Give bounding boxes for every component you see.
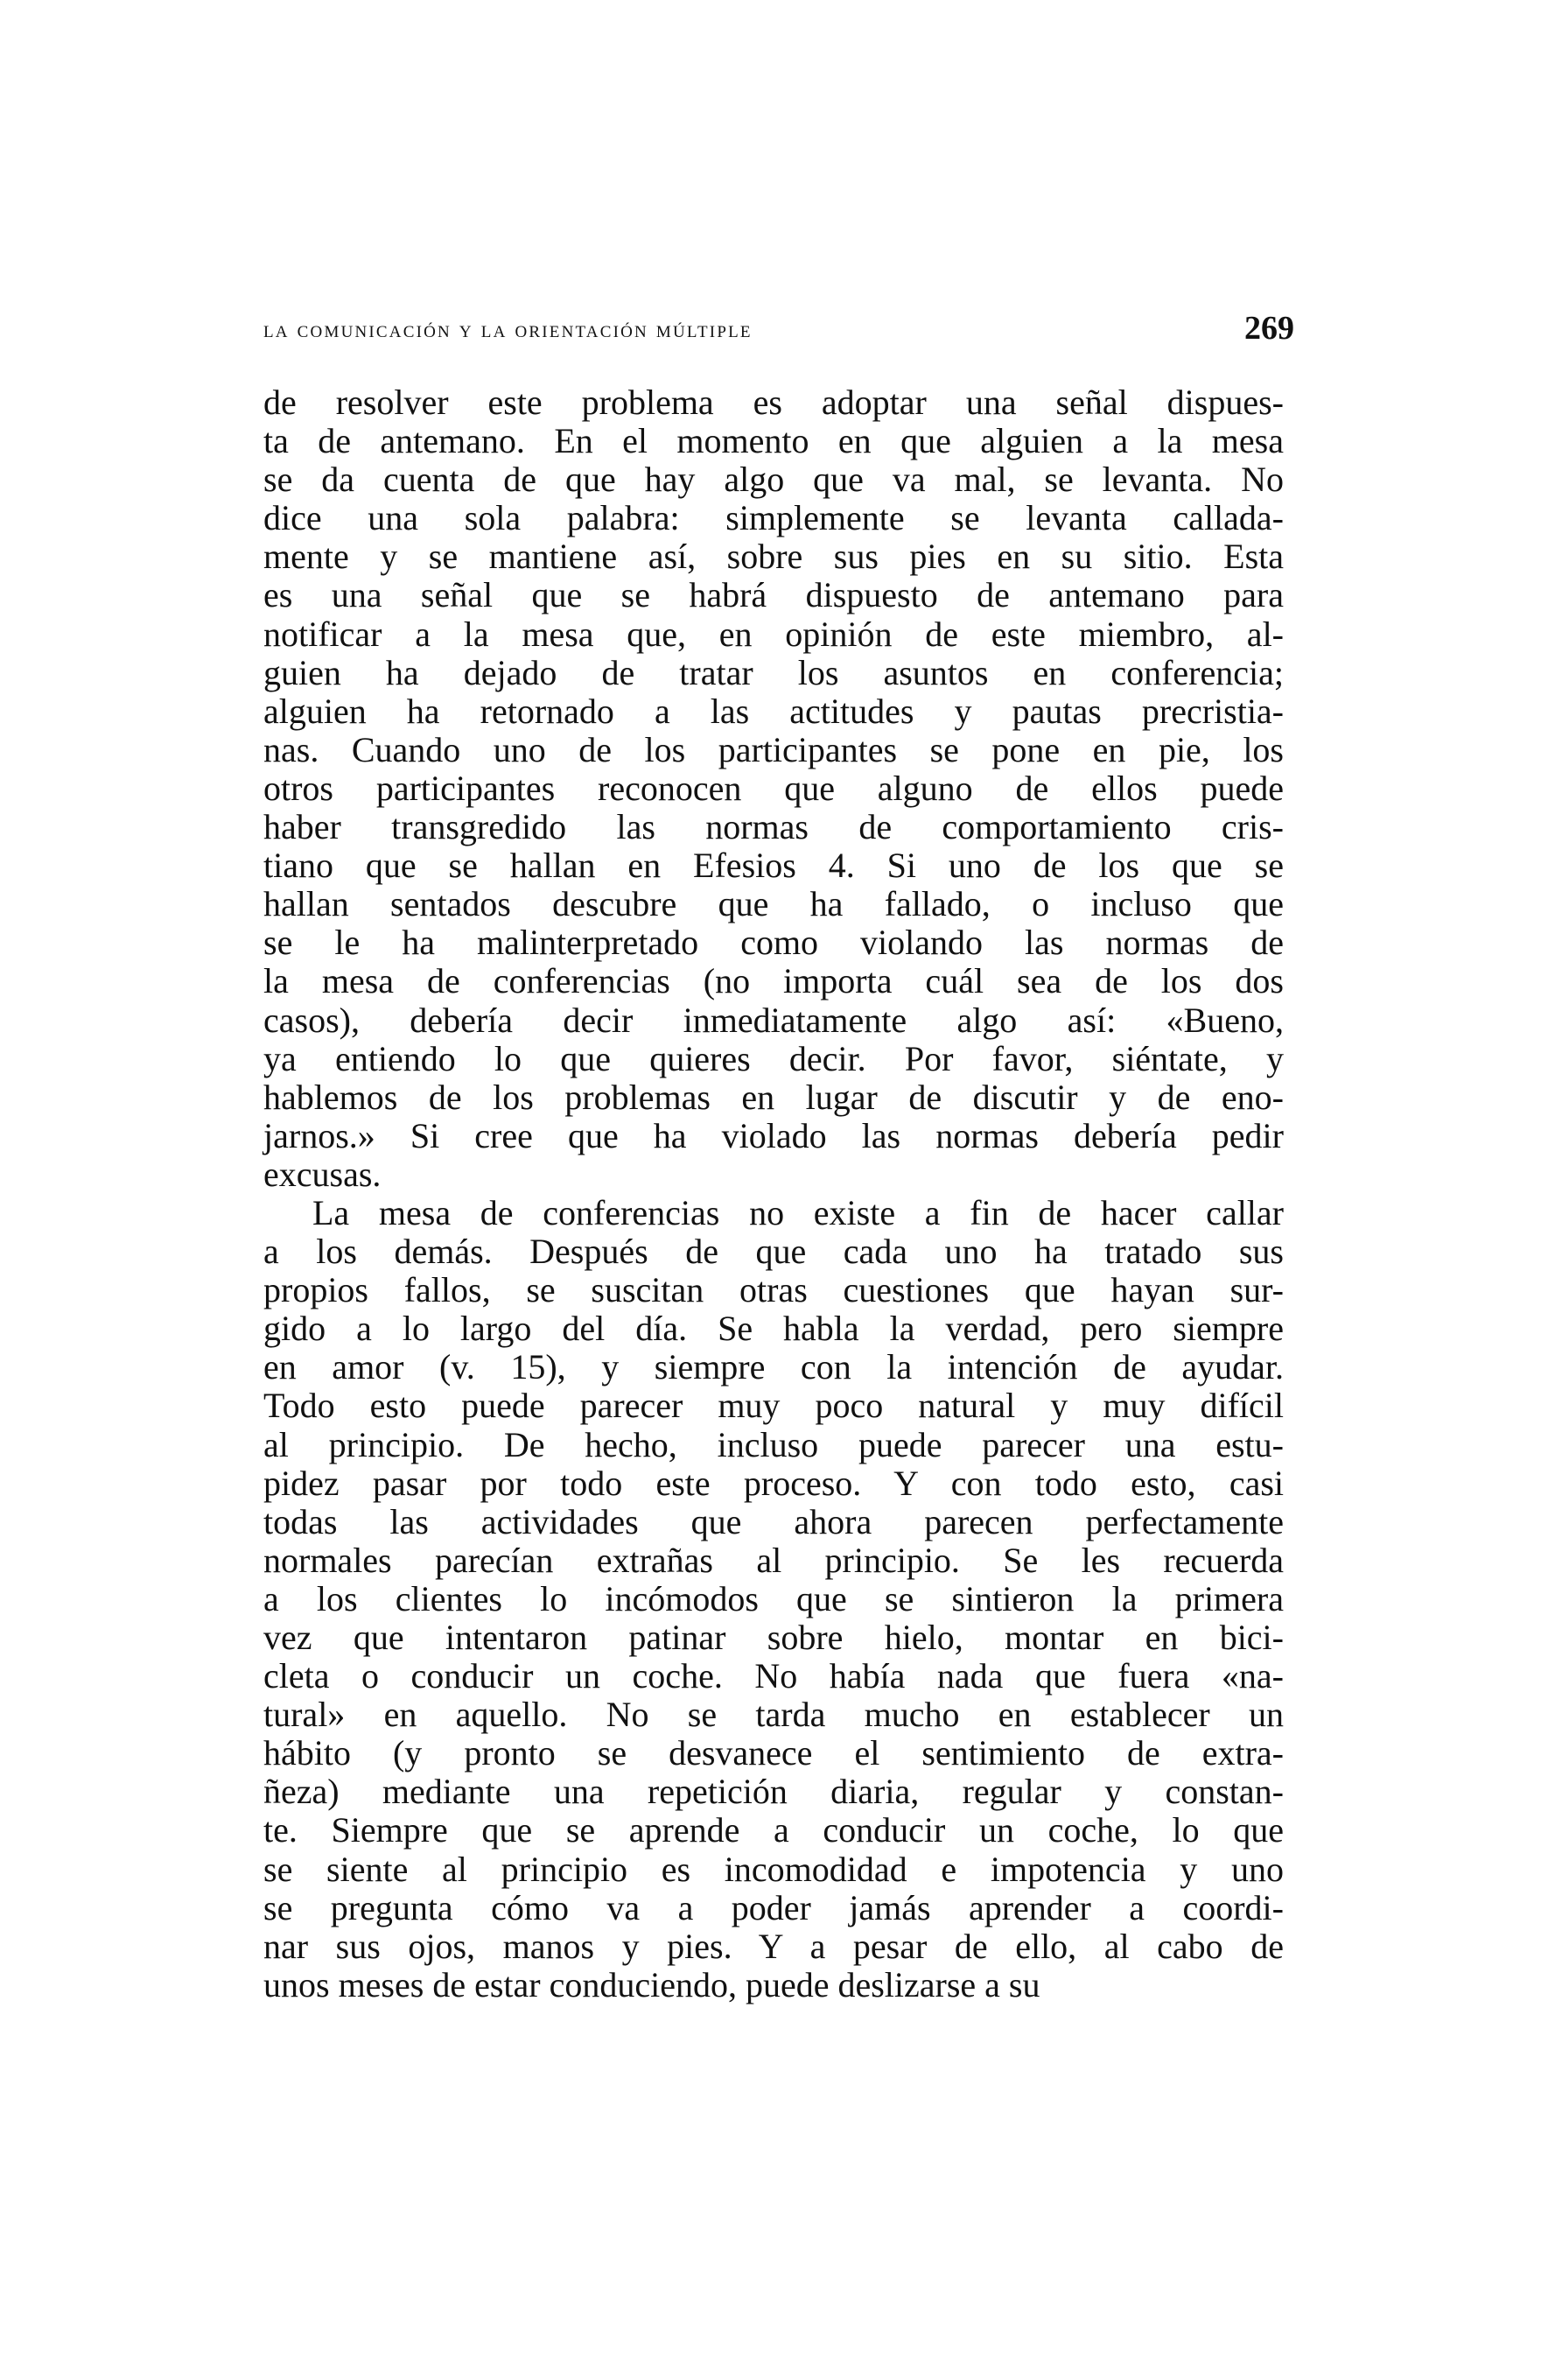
text-line: Todo esto puede parecer muy poco natural y muy difícil xyxy=(263,1386,1284,1426)
text-line: unos meses de estar conduciendo, puede deslizarse a su xyxy=(263,1964,1040,2004)
paragraph xyxy=(263,383,1284,1194)
text-line: hábito (y pronto se desvanece el sentimiento de extra- xyxy=(263,1733,1284,1773)
text-line: propios fallos, se suscitan otras cuestiones que hayan sur- xyxy=(263,1270,1284,1310)
text-line: se pregunta cómo va a poder jamás aprender a coordi- xyxy=(263,1887,1284,1927)
paragraph xyxy=(263,1194,1284,2004)
text-line: gido a lo largo del día. Se habla la verdad, pero siempre xyxy=(263,1309,1284,1349)
text-line: excusas. xyxy=(263,1154,382,1194)
text-line: mente y se mantiene así, sobre sus pies en su sitio. Esta xyxy=(263,537,1284,577)
text-line: ñeza) mediante una repetición diaria, regular y constan- xyxy=(263,1772,1284,1812)
text-line: tiano que se hallan en Efesios 4. Si uno de los que se xyxy=(263,846,1284,886)
text-line: hablemos de los problemas en lugar de discutir y de eno- xyxy=(263,1077,1284,1117)
text-line: dice una sola palabra: simplemente se levanta callada- xyxy=(263,498,1284,538)
page-number: 269 xyxy=(1244,310,1294,347)
text-line: se siente al principio es incomodidad e impotencia y uno xyxy=(263,1849,1284,1889)
text-line: ya entiendo lo que quieres decir. Por favor, siéntate, y xyxy=(263,1038,1284,1078)
text-line: al principio. De hecho, incluso puede parecer una estu- xyxy=(263,1424,1284,1464)
text-line: te. Siempre que se aprende a conducir un coche, lo que xyxy=(263,1810,1284,1850)
text-line: alguien ha retornado a las actitudes y pautas precristia- xyxy=(263,691,1284,731)
text-line: a los demás. Después de que cada uno ha tratado sus xyxy=(263,1232,1284,1272)
text-line: otros participantes reconocen que alguno de ellos puede xyxy=(263,768,1284,808)
text-line: haber transgredido las normas de comportamiento cris- xyxy=(263,807,1284,847)
text-line: en amor (v. 15), y siempre con la intención de ayudar. xyxy=(263,1347,1284,1387)
text-line: notificar a la mesa que, en opinión de este miembro, al- xyxy=(263,614,1284,654)
text-line: cleta o conducir un coche. No había nada que fuera «na- xyxy=(263,1656,1284,1696)
text-line: ta de antemano. En el momento en que alguien a la mesa xyxy=(263,421,1284,461)
body-text xyxy=(263,383,1284,2004)
text-line: vez que intentaron patinar sobre hielo, montar en bici- xyxy=(263,1618,1284,1657)
text-line: casos), debería decir inmediatamente algo así: «Bueno, xyxy=(263,1000,1284,1040)
text-line: es una señal que se habrá dispuesto de antemano para xyxy=(263,575,1284,615)
text-line: normales parecían extrañas al principio. Se les recuerda xyxy=(263,1540,1284,1580)
running-head xyxy=(263,309,1294,351)
text-line: jarnos.» Si cree que ha violado las normas debería pedir xyxy=(263,1115,1284,1155)
text-line: se da cuenta de que hay algo que va mal, se levanta. No xyxy=(263,460,1284,500)
text-line: nas. Cuando uno de los participantes se pone en pie, los xyxy=(263,729,1284,769)
running-title: la comunicación y la orientación múltiple xyxy=(263,316,753,342)
text-line: La mesa de conferencias no existe a fin de hacer callar xyxy=(312,1192,1284,1232)
text-line: a los clientes lo incómodos que se sintieron la primera xyxy=(263,1578,1284,1618)
text-line: tural» en aquello. No se tarda mucho en establecer un xyxy=(263,1695,1284,1735)
text-line: nar sus ojos, manos y pies. Y a pesar de ello, al cabo de xyxy=(263,1926,1284,1966)
text-line: guien ha dejado de tratar los asuntos en conferencia; xyxy=(263,652,1284,692)
text-line: todas las actividades que ahora parecen perfectamente xyxy=(263,1501,1284,1541)
text-line: hallan sentados descubre que ha fallado, o incluso que xyxy=(263,884,1284,924)
text-line: se le ha malinterpretado como violando las normas de xyxy=(263,923,1284,963)
text-line: la mesa de conferencias (no importa cuál sea de los dos xyxy=(263,961,1284,1001)
text-line: pidez pasar por todo este proceso. Y con todo esto, casi xyxy=(263,1463,1284,1503)
text-line: de resolver este problema es adoptar una señal dispues- xyxy=(263,383,1284,422)
